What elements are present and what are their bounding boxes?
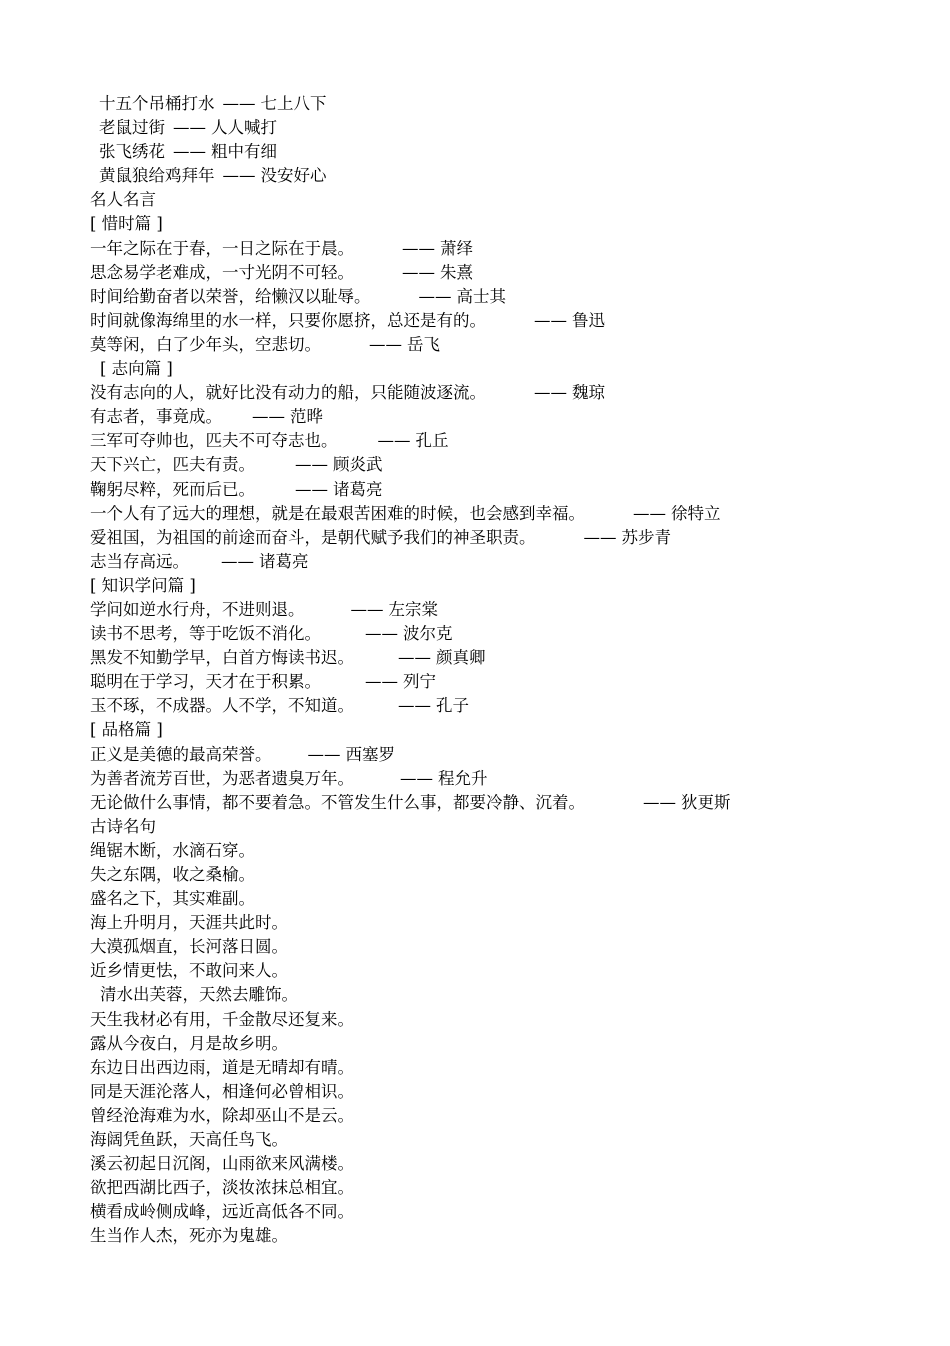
dash: —— — [583, 527, 617, 547]
poem-line: 曾经沧海难为水，除却巫山不是云。 — [90, 1105, 354, 1125]
dash: —— — [365, 672, 398, 692]
dash: —— — [398, 696, 431, 716]
quote-author: 西塞罗 — [345, 744, 395, 764]
quote-author: 苏步青 — [621, 527, 671, 547]
quote-line — [90, 526, 890, 550]
dash: —— — [643, 792, 676, 812]
quote-text: 黑发不知勤学早，白首方悔读书迟。 — [90, 648, 354, 668]
quote-author: 狄更斯 — [681, 792, 731, 812]
quote-text: 无论做什么事情，都不要着急。不管发生什么事，都要冷静、沉着。 — [90, 792, 585, 812]
quote-text: 聪明在于学习，天才在于积累。 — [90, 672, 321, 692]
dash: —— — [173, 118, 206, 138]
poem-line: 溪云初起日沉阁，山雨欲来风满楼。 — [90, 1154, 354, 1174]
poem-line: 生当作人杰，死亦为鬼雄。 — [90, 1226, 288, 1246]
quote-line — [90, 237, 890, 261]
dash: —— — [222, 166, 256, 186]
poem-line: 露从今夜白，月是故乡明。 — [90, 1033, 288, 1053]
poem-line: 绳锯木断，水滴石穿。 — [90, 840, 255, 860]
poem-line: 大漠孤烟直，长河落日圆。 — [90, 937, 288, 957]
dash: —— — [173, 142, 206, 162]
quote-text: 时间就像海绵里的水一样，只要你愿挤，总还是有的。 — [90, 310, 486, 330]
dash: —— — [418, 286, 452, 306]
dash: —— — [402, 238, 435, 258]
dash: —— — [295, 455, 328, 475]
quote-author: 孔丘 — [415, 431, 449, 451]
quote-author: 诸葛亮 — [333, 479, 383, 499]
quote-line — [90, 285, 890, 309]
quote-text: 时间给勤奋者以荣誉，给懒汉以耻辱。 — [90, 286, 371, 306]
dash: —— — [402, 262, 435, 282]
quote-line — [90, 767, 890, 791]
xiehouyu-answer: 七上八下 — [260, 94, 327, 113]
poem-line: 海阔凭鱼跃，天高任鸟飞。 — [90, 1130, 288, 1150]
quote-text: 鞠躬尽粹，死而后已。 — [90, 479, 255, 499]
section-title: [ 知识学问篇 ] — [90, 575, 196, 595]
quote-author: 徐特立 — [671, 503, 721, 523]
quote-text: 没有志向的人，就好比没有动力的船，只能随波逐流。 — [90, 383, 486, 403]
quote-author: 范晔 — [290, 407, 323, 427]
quote-text: 学问如逆水行舟，不进则退。 — [90, 599, 305, 619]
quote-text: 为善者流芳百世，为恶者遗臭万年。 — [90, 768, 354, 788]
dash: —— — [252, 407, 285, 427]
xiehouyu-item — [90, 92, 890, 116]
quote-text: 志当存高远。 — [90, 551, 189, 571]
quote-line — [90, 550, 890, 574]
xiehouyu-text: 老鼠过街 — [99, 118, 165, 138]
dash: —— — [369, 334, 402, 354]
quote-line — [90, 743, 890, 767]
quote-text: 爱祖国，为祖国的前途而奋斗，是朝代赋予我们的神圣职责。 — [90, 527, 536, 547]
quote-line — [90, 261, 890, 285]
quote-author: 魏琼 — [572, 383, 605, 403]
dash: —— — [398, 648, 431, 668]
dash: —— — [307, 744, 341, 764]
quote-text: 玉不琢，不成器。人不学，不知道。 — [90, 696, 354, 716]
quote-line — [90, 622, 890, 646]
quote-author: 朱熹 — [440, 262, 473, 282]
quote-text: 读书不思考，等于吃饭不消化。 — [90, 624, 321, 644]
poem-line: 横看成岭侧成峰，远近高低各不同。 — [90, 1202, 354, 1222]
quote-author: 列宁 — [403, 672, 436, 692]
quote-line — [90, 429, 890, 453]
dash: —— — [221, 551, 254, 571]
xiehouyu-text: 张飞绣花 — [99, 142, 165, 162]
xiehouyu-item — [90, 140, 890, 164]
poem-line: 近乡情更怯，不敢问来人。 — [90, 961, 288, 981]
xiehouyu-item — [90, 116, 890, 140]
quote-text: 正义是美德的最高荣誉。 — [90, 744, 272, 764]
quote-line — [90, 478, 890, 502]
quote-line — [90, 598, 890, 622]
dash: —— — [222, 94, 256, 113]
dash: —— — [295, 479, 328, 499]
dash: —— — [534, 310, 567, 330]
dash: —— — [633, 503, 666, 523]
dash: —— — [365, 624, 398, 644]
quote-line — [90, 453, 890, 477]
section-title: [ 志向篇 ] — [100, 359, 173, 379]
xiehouyu-text: 十五个吊桶打水 — [99, 94, 215, 113]
section-title: [ 惜时篇 ] — [90, 214, 163, 234]
quote-line — [90, 791, 890, 815]
quote-line — [90, 502, 890, 526]
quote-text: 一年之际在于春，一日之际在于晨。 — [90, 238, 354, 258]
poem-line: 欲把西湖比西子，淡妆浓抹总相宜。 — [90, 1178, 354, 1198]
quote-line — [90, 670, 890, 694]
quote-author: 波尔克 — [403, 624, 453, 644]
quote-line — [90, 309, 890, 333]
quote-author: 顾炎武 — [333, 455, 383, 475]
poem-line: 东边日出西边雨，道是无晴却有晴。 — [90, 1057, 354, 1077]
xiehouyu-item — [90, 164, 890, 188]
xiehouyu-text: 黄鼠狼给鸡拜年 — [99, 166, 215, 186]
quote-author: 程允升 — [438, 768, 488, 788]
dash: —— — [350, 599, 384, 619]
dash: —— — [534, 383, 567, 403]
quote-author: 鲁迅 — [572, 310, 605, 330]
xiehouyu-answer: 人人喊打 — [211, 118, 277, 138]
poem-line: 失之东隅，收之桑榆。 — [90, 865, 255, 884]
quote-text: 一个人有了远大的理想，就是在最艰苦困难的时候，也会感到幸福。 — [90, 503, 585, 523]
quote-line — [90, 694, 890, 718]
poem-line: 盛名之下，其实难副。 — [90, 889, 255, 909]
quote-text: 天下兴亡，匹夫有责。 — [90, 455, 255, 475]
quote-author: 萧绎 — [440, 238, 473, 258]
quote-author: 左宗棠 — [388, 599, 438, 619]
quote-text: 思念易学老难成，一寸光阴不可轻。 — [90, 262, 354, 282]
quote-text: 三军可夺帅也，匹夫不可夺志也。 — [90, 431, 338, 451]
poems-heading: 古诗名句 — [90, 816, 156, 836]
quote-text: 有志者，事竟成。 — [90, 407, 222, 427]
poem-line: 清水出芙蓉，天然去雕饰。 — [100, 985, 298, 1005]
quote-line — [90, 646, 890, 670]
quote-author: 诸葛亮 — [259, 551, 309, 571]
quote-sections — [90, 212, 890, 814]
famous-quotes-heading: 名人名言 — [90, 190, 156, 210]
quote-author: 岳飞 — [407, 334, 440, 354]
poem-line: 同是天涯沦落人，相逢何必曾相识。 — [90, 1081, 354, 1101]
xiehouyu-answer: 没安好心 — [260, 166, 327, 186]
document-body — [90, 92, 890, 1249]
quote-author: 颜真卿 — [436, 648, 486, 668]
poem-line: 海上升明月，天涯共此时。 — [90, 913, 288, 933]
xiehouyu-answer: 粗中有细 — [211, 142, 277, 162]
section-title: [ 品格篇 ] — [90, 720, 163, 740]
dash: —— — [400, 768, 433, 788]
dash: —— — [377, 431, 411, 451]
quote-author: 孔子 — [436, 696, 469, 716]
quote-line — [90, 405, 890, 429]
quote-line — [90, 333, 890, 357]
quote-author: 高士其 — [456, 286, 506, 306]
quote-line — [90, 381, 890, 405]
quote-text: 莫等闲，白了少年头，空悲切。 — [90, 334, 321, 354]
poem-list — [90, 839, 890, 1249]
xiehouyu-list — [90, 92, 890, 188]
poem-line: 天生我材必有用，千金散尽还复来。 — [90, 1009, 354, 1029]
